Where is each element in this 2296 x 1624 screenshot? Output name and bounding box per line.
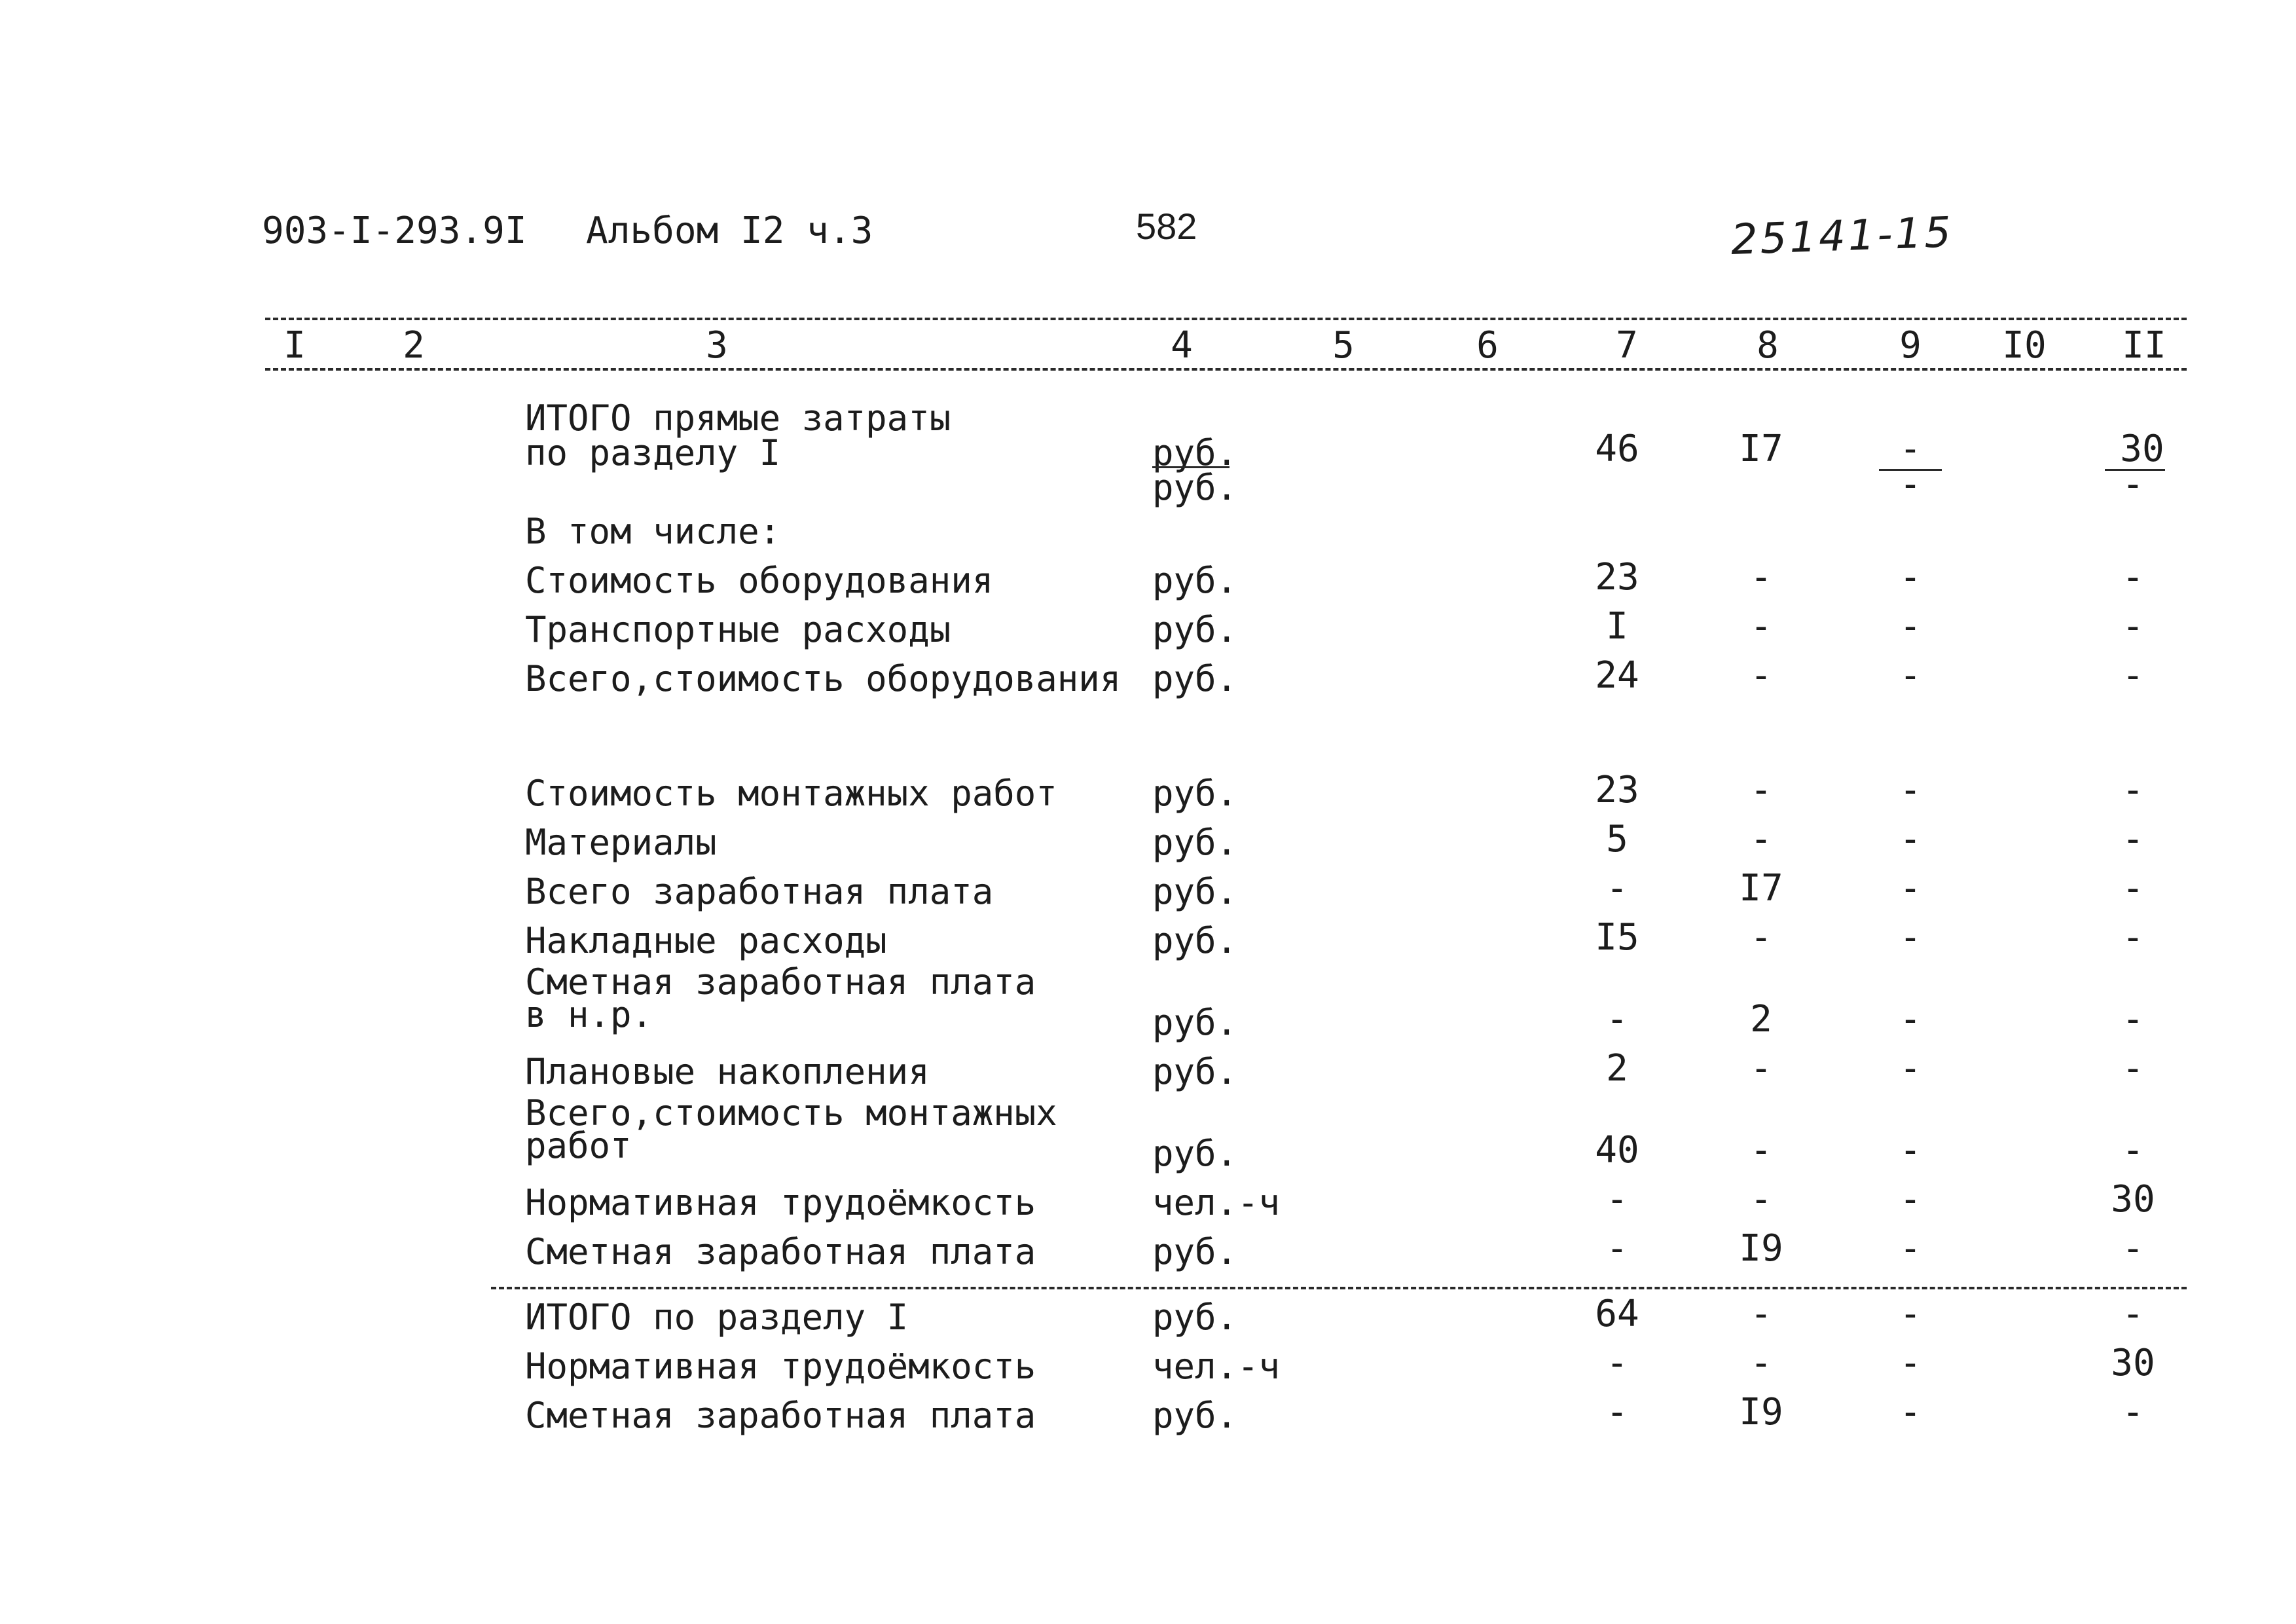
row-name: Нормативная трудоёмкость: [525, 1346, 1036, 1387]
row-col8: I9: [1739, 1391, 1783, 1433]
row-col8: 2: [1750, 998, 1772, 1041]
row-col7: 24: [1595, 654, 1639, 697]
row-col8: -: [1750, 1047, 1772, 1090]
row-unit: руб.: [1152, 822, 1238, 863]
column-header-3: 3: [706, 324, 728, 367]
row-name: Стоимость оборудования: [525, 560, 994, 601]
row-col9: -: [1899, 1391, 1922, 1433]
page-number: 582: [1136, 206, 1197, 247]
summary-col11-top: 30: [2120, 428, 2164, 470]
row-col9: -: [1899, 1342, 1922, 1384]
row-name-continued: работ: [525, 1125, 632, 1166]
row-col9: -: [1899, 1178, 1922, 1221]
row-unit: руб.: [1152, 871, 1238, 912]
row-col9: -: [1899, 1047, 1922, 1090]
in-total-label: В том числе:: [525, 511, 781, 552]
row-col7: I: [1606, 605, 1628, 648]
row-name: Транспортные расходы: [525, 609, 951, 650]
row-col7: -: [1606, 1178, 1628, 1221]
header-bottom-dashed-rule: [265, 368, 2187, 371]
row-unit: руб.: [1152, 658, 1238, 699]
row-col7: -: [1606, 1227, 1628, 1270]
row-name: Сметная заработная плата: [525, 1395, 1036, 1436]
row-name: ИТОГО по разделу I: [525, 1297, 909, 1338]
row-col7: -: [1606, 867, 1628, 910]
row-col11: -: [2122, 916, 2144, 959]
row-col7: -: [1606, 998, 1628, 1041]
row-col11: -: [2122, 1391, 2144, 1433]
row-col7: 23: [1595, 769, 1639, 811]
row-col8: I7: [1739, 867, 1783, 910]
row-col11: -: [2122, 556, 2144, 599]
row-col9: -: [1899, 916, 1922, 959]
row-unit: руб.: [1152, 1395, 1238, 1436]
header-top-dashed-rule: [265, 318, 2187, 320]
document-code: 903-I-293.9I: [262, 210, 527, 252]
column-header-9: 9: [1899, 324, 1922, 367]
summary-col9-bottom: -: [1899, 463, 1922, 506]
row-col8: -: [1750, 1129, 1772, 1172]
summary-col9-top: -: [1899, 428, 1922, 470]
column-header-2: 2: [403, 324, 425, 367]
row-col11: -: [2122, 654, 2144, 697]
row-col9: -: [1899, 867, 1922, 910]
summary-col11-bottom: -: [2122, 463, 2144, 506]
summary-unit-bottom: руб.: [1152, 467, 1238, 508]
totals-dashed-rule: [491, 1287, 2187, 1289]
row-unit: руб.: [1152, 609, 1238, 650]
row-unit: чел.-ч: [1152, 1346, 1281, 1387]
row-col7: 40: [1595, 1129, 1639, 1172]
row-unit: руб.: [1152, 1231, 1238, 1272]
row-col7: 2: [1606, 1047, 1628, 1090]
row-name: Сметная заработная плата: [525, 1231, 1036, 1272]
row-col9: -: [1899, 998, 1922, 1041]
row-unit: руб.: [1152, 1002, 1238, 1043]
row-col8: -: [1750, 556, 1772, 599]
row-unit: руб.: [1152, 773, 1238, 814]
column-header-11: II: [2122, 324, 2166, 367]
column-header-5: 5: [1332, 324, 1355, 367]
column-header-4: 4: [1171, 324, 1193, 367]
row-col9: -: [1899, 818, 1922, 860]
row-col7: -: [1606, 1342, 1628, 1384]
album-label: Альбом I2 ч.3: [586, 210, 873, 252]
row-name: Всего,стоимость оборудования: [525, 658, 1121, 699]
column-header-1: I: [283, 324, 306, 367]
row-col11: -: [2122, 818, 2144, 860]
row-col8: -: [1750, 654, 1772, 697]
row-col11: -: [2122, 605, 2144, 648]
row-col8: -: [1750, 769, 1772, 811]
row-col8: -: [1750, 1293, 1772, 1335]
row-unit: руб.: [1152, 1051, 1238, 1092]
summary-col8-value: I7: [1739, 428, 1783, 470]
summary-title-line2: по разделу I: [525, 432, 781, 473]
row-col8: -: [1750, 1342, 1772, 1384]
row-name: Нормативная трудоёмкость: [525, 1182, 1036, 1223]
summary-col7-value: 46: [1595, 428, 1639, 470]
row-col11: -: [2122, 769, 2144, 811]
row-col11: -: [2122, 998, 2144, 1041]
row-col7: -: [1606, 1391, 1628, 1433]
row-col9: -: [1899, 1293, 1922, 1335]
row-col9: -: [1899, 605, 1922, 648]
column-header-8: 8: [1757, 324, 1779, 367]
row-col11: -: [2122, 867, 2144, 910]
row-unit: руб.: [1152, 1133, 1238, 1174]
row-col8: -: [1750, 916, 1772, 959]
summary-unit-top: руб.: [1152, 432, 1238, 473]
row-col8: I9: [1739, 1227, 1783, 1270]
row-col11: -: [2122, 1129, 2144, 1172]
handwritten-reference: 25141-15: [1730, 208, 1955, 265]
row-col11: -: [2122, 1047, 2144, 1090]
row-unit: руб.: [1152, 920, 1238, 961]
column-header-10: I0: [2002, 324, 2047, 367]
row-col7: I5: [1595, 916, 1639, 959]
row-col11: 30: [2111, 1342, 2155, 1384]
row-name: Стоимость монтажных работ: [525, 773, 1057, 814]
row-name: Накладные расходы: [525, 920, 887, 961]
row-unit: руб.: [1152, 1297, 1238, 1338]
row-name: Всего,стоимость монтажных: [525, 1092, 1057, 1134]
row-name: Всего заработная плата: [525, 871, 994, 912]
column-header-6: 6: [1476, 324, 1499, 367]
row-col9: -: [1899, 769, 1922, 811]
row-col7: 5: [1606, 818, 1628, 860]
row-col8: -: [1750, 1178, 1772, 1221]
row-unit: чел.-ч: [1152, 1182, 1281, 1223]
row-col8: -: [1750, 605, 1772, 648]
row-unit: руб.: [1152, 560, 1238, 601]
row-col7: 23: [1595, 556, 1639, 599]
row-col11: 30: [2111, 1178, 2155, 1221]
row-col11: -: [2122, 1293, 2144, 1335]
column-header-7: 7: [1616, 324, 1638, 367]
row-name: Материалы: [525, 822, 717, 863]
row-col11: -: [2122, 1227, 2144, 1270]
summary-title-line1: ИТОГО прямые затраты: [525, 397, 951, 439]
row-name: Сметная заработная плата: [525, 961, 1036, 1003]
row-col7: 64: [1595, 1293, 1639, 1335]
row-name: Плановые накопления: [525, 1051, 930, 1092]
row-col9: -: [1899, 1129, 1922, 1172]
row-col9: -: [1899, 1227, 1922, 1270]
row-col8: -: [1750, 818, 1772, 860]
row-col9: -: [1899, 654, 1922, 697]
row-col9: -: [1899, 556, 1922, 599]
row-name-continued: в н.р.: [525, 994, 653, 1035]
